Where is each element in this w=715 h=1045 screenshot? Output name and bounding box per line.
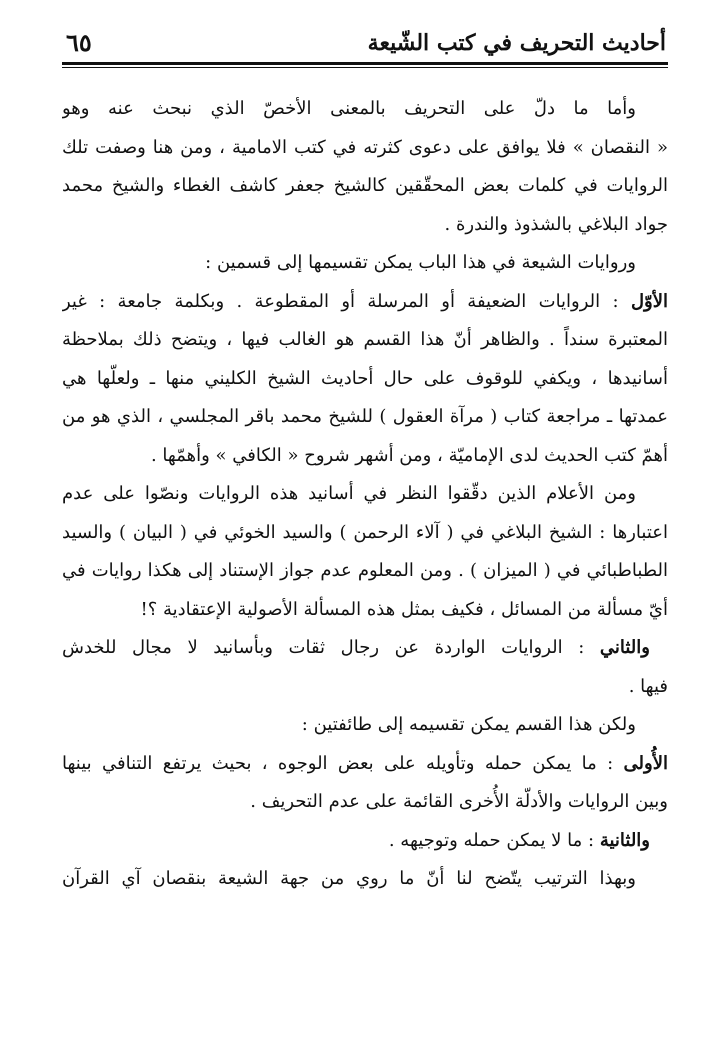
text-line bbox=[62, 129, 668, 168]
text-line bbox=[62, 629, 668, 668]
text-line bbox=[62, 591, 668, 630]
page-number: ٦٥ bbox=[66, 28, 92, 57]
line-text: الطباطبائي في ( الميزان ) . ومن المعلوم عدم جواز الإستناد إلى هكذا روايات في bbox=[62, 560, 668, 581]
line-text: وبهذا الترتيب يتّضح لنا أنّ ما روي من جهة الشيعة بنقصان آي القرآن bbox=[62, 868, 636, 889]
line-text: أهمّ كتب الحديث لدى الإماميّة ، ومن أشهر شروح « الكافي » وأهمّها . bbox=[150, 444, 668, 466]
text-line bbox=[62, 822, 668, 861]
lead-word: والثاني bbox=[599, 637, 650, 658]
line-text: ومن الأعلام الذين دقّقوا النظر في أسانيد هذه الروايات ونصّوا على عدم bbox=[62, 483, 636, 504]
text-line bbox=[62, 244, 668, 283]
text-line bbox=[62, 552, 668, 591]
text-line bbox=[62, 745, 668, 784]
line-text: فيها . bbox=[628, 675, 668, 697]
line-text: جواد البلاغي بالشذوذ والندرة . bbox=[444, 213, 668, 235]
line-text: : الروايات الضعيفة أو المرسلة أو المقطوعة . وبكلمة جامعة : غير bbox=[62, 290, 619, 312]
text-line bbox=[62, 283, 668, 322]
lead-word: الأوّل bbox=[630, 290, 668, 312]
lead-word: الأُولى bbox=[623, 752, 668, 774]
text-line bbox=[62, 668, 668, 707]
text-line bbox=[62, 90, 668, 129]
line-text: ولكن هذا القسم يمكن تقسيمه إلى طائفتين : bbox=[301, 714, 636, 735]
line-text: الروايات في كلمات بعض المحقّقين كالشيخ جعفر كاشف الغطاء والشيخ محمد bbox=[62, 175, 668, 196]
text-line bbox=[62, 360, 668, 399]
body-text bbox=[62, 90, 668, 899]
line-text: وروايات الشيعة في هذا الباب يمكن تقسيمها إلى قسمين : bbox=[205, 252, 636, 273]
text-line bbox=[62, 437, 668, 476]
line-text: : ما يمكن حمله وتأويله على بعض الوجوه ، بحيث يرتفع التنافي بينها bbox=[62, 752, 614, 774]
line-text: « النقصان » فلا يوافق على دعوى كثرته في كتب الامامية ، ومن هنا وصفت تلك bbox=[62, 136, 668, 158]
text-line bbox=[62, 860, 668, 899]
line-text: أيّ مسألة من المسائل ، فكيف بمثل هذه المسألة الأصولية الإعتقادية ؟! bbox=[140, 598, 668, 620]
line-text: وبين الروايات والأدلّة الأُخرى القائمة على عدم التحريف . bbox=[250, 791, 668, 812]
text-line bbox=[62, 514, 668, 553]
text-line bbox=[62, 321, 668, 360]
text-line bbox=[62, 475, 668, 514]
text-line bbox=[62, 167, 668, 206]
page-header bbox=[64, 26, 666, 58]
header-rule-thin bbox=[62, 67, 668, 68]
line-text: وأما ما دلّ على التحريف بالمعنى الأخصّ الذي نبحث عنه وهو bbox=[62, 98, 636, 119]
lead-word: والثانية bbox=[599, 829, 650, 851]
text-line bbox=[62, 398, 668, 437]
text-line bbox=[62, 206, 668, 245]
text-line bbox=[62, 783, 668, 822]
line-text: المعتبرة سنداً . والظاهر أنّ هذا القسم هو الغالب فيها ، ويتضح ذلك بملاحظة bbox=[62, 329, 668, 350]
line-text: أسانيدها ، ويكفي للوقوف على حال أحاديث الشيخ الكليني منها ـ ولعلّها هي bbox=[62, 367, 668, 389]
running-title: أحاديث التحريف في كتب الشّيعة bbox=[367, 30, 666, 56]
line-text: : الروايات الواردة عن رجال ثقات وبأسانيد لا مجال للخدش bbox=[62, 637, 585, 658]
line-text: اعتبارها : الشيخ البلاغي في ( آلاء الرحمن ) والسيد الخوئي في ( البيان ) والسيد bbox=[62, 521, 668, 543]
text-line bbox=[62, 706, 668, 745]
header-rule-thick bbox=[62, 62, 668, 65]
line-text: عمدتها ـ مراجعة كتاب ( مرآة العقول ) للشيخ محمد باقر المجلسي ، الذي هو من bbox=[62, 406, 668, 427]
line-text: : ما لا يمكن حمله وتوجيهه . bbox=[388, 829, 595, 851]
